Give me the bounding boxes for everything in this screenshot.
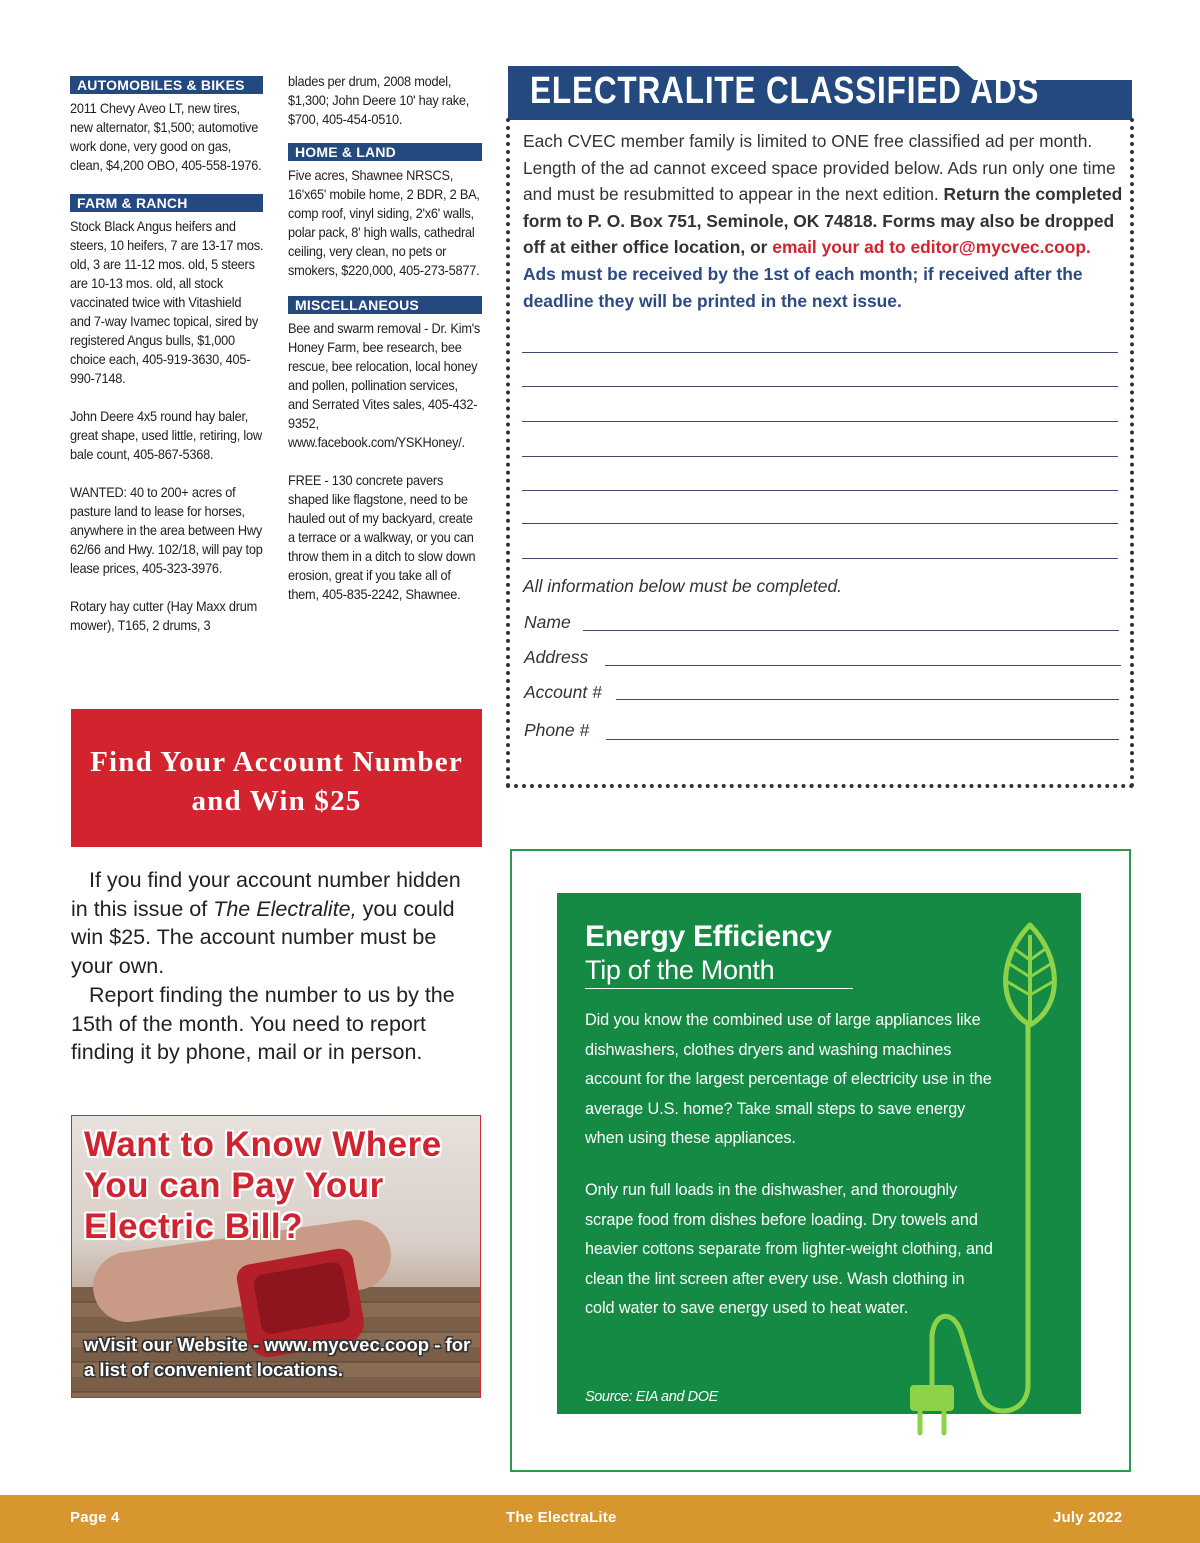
energy-paragraph-2: Only run full loads in the dishwasher, and thoroughly scrape food from dishes before loading. Dry towels and heavier cottons separate from lighter-weight clothing, and clean the lint screen after every use. Wash clothing in cold water to save energy used to heat water. bbox=[585, 1181, 993, 1317]
name-field[interactable] bbox=[583, 630, 1119, 631]
ad-write-line[interactable] bbox=[522, 523, 1118, 524]
energy-subtitle: Tip of the Month bbox=[585, 955, 775, 985]
classified-ad: WANTED: 40 to 200+ acres of pasture land to lease for horses, anywhere in the area between Hwy 62/66 and Hwy. 102/18, will pay top lease prices, 405-323-3976. bbox=[70, 485, 263, 576]
classified-ad: Bee and swarm removal - Dr. Kim's Honey Farm, bee research, bee rescue, bee relocation, local honey and pollen, pollination services, and Serrated Vites sales, 405-432-9352, www.facebook.com/YSKHoney/. bbox=[288, 321, 481, 450]
form-title: ELECTRALITE CLASSIFIED ADS bbox=[530, 70, 1040, 112]
form-note: All information below must be completed. bbox=[523, 576, 843, 596]
account-field[interactable] bbox=[616, 699, 1119, 700]
classifieds-column-2 bbox=[288, 72, 482, 604]
phone-label: Phone # bbox=[524, 720, 590, 740]
address-field[interactable] bbox=[605, 665, 1121, 666]
leaf-plug-icon bbox=[900, 915, 1080, 1445]
section-heading-home-land: HOME & LAND bbox=[288, 143, 482, 161]
ad-write-line[interactable] bbox=[522, 386, 1118, 387]
phone-field[interactable] bbox=[606, 739, 1119, 740]
contest-paragraph-2: Report finding the number to us by the 15th of the month. You need to report finding it by phone, mail or in person. bbox=[71, 982, 455, 1065]
section-heading-automobiles: AUTOMOBILES & BIKES bbox=[70, 76, 263, 94]
energy-paragraph-1: Did you know the combined use of large appliances like dishwashers, clothes dryers and washing machines account for the largest percentage of electricity use in the average U.S. home? Take small steps to save energy when using these appliances. bbox=[585, 1011, 992, 1147]
form-instructions: Each CVEC member family is limited to ONE free classified ad per month. Length of the ad cannot exceed space provided below. Ads run only one time and must be resubmitted to appear in the next edition. Return the completed form to P. O. Box 751, Seminole, OK 74818. Forms may also be dropped off at either office location, or email your ad to editor@mycvec.coop. Ads must be received by the 1st of each month; if received after the deadline they will be printed in the next issue. bbox=[523, 128, 1128, 314]
name-label: Name bbox=[524, 612, 571, 632]
ad-write-line[interactable] bbox=[522, 352, 1118, 353]
ad-write-line[interactable] bbox=[522, 490, 1118, 491]
issue-date: July 2022 bbox=[1053, 1509, 1123, 1526]
contest-text bbox=[71, 866, 483, 1067]
pay-bill-title: Want to Know Where You can Pay Your Electric Bill? bbox=[84, 1125, 442, 1246]
address-label: Address bbox=[524, 647, 589, 667]
page-footer bbox=[0, 1495, 1200, 1543]
ad-write-line[interactable] bbox=[522, 456, 1118, 457]
email-link[interactable]: email your ad to editor@mycvec.coop. bbox=[772, 237, 1091, 258]
classified-ad: Rotary hay cutter (Hay Maxx drum mower), T165, 2 drums, 3 bbox=[70, 599, 258, 633]
section-heading-farm-ranch: FARM & RANCH bbox=[70, 194, 263, 212]
contest-title-line-1: Find Your Account Number bbox=[90, 746, 463, 778]
contest-paragraph-1: If you find your account number hidden in this issue of The Electralite, you could win $25. The account number must be your own. bbox=[71, 868, 461, 979]
form-header bbox=[508, 62, 1132, 120]
classified-ad: Stock Black Angus heifers and steers, 10 heifers, 7 are 13-17 mos. old, 3 are 11-12 mos. old, 5 steers are 10-13 mos. old, all stock vaccinated twice with Vitashield and 7-way Ivamec topical, sired by registered Angus bulls, $1,000 choice each, 405-919-3630, 405-990-7148. bbox=[70, 219, 264, 386]
classified-ad: Five acres, Shawnee NRSCS, 16'x65' mobile home, 2 BDR, 2 BA, comp roof, vinyl siding, 2'x6' walls, polar pack, 8' high walls, cathedral ceiling, very clean, no pets or smokers, $220,000, 405-273-5877. bbox=[288, 168, 480, 278]
contest-title-line-2: and Win $25 bbox=[191, 785, 362, 817]
page-number: Page 4 bbox=[70, 1509, 120, 1526]
classified-ad: FREE - 130 concrete pavers shaped like flagstone, need to be hauled out of my backyard, create a terrace or a walkway, or you can throw them in a ditch to slow down erosion, great if you take all of them, 405-835-2242, Shawnee. bbox=[288, 473, 476, 602]
form-deadline: Ads must be received by the 1st of each month; if received after the deadline they will be printed in the next issue. bbox=[523, 263, 1083, 311]
pay-bill-subtitle: wVisit our Website - www.mycvec.coop - for a list of convenient locations. bbox=[84, 1334, 471, 1380]
contest-banner bbox=[71, 709, 482, 847]
energy-source: Source: EIA and DOE bbox=[585, 1389, 718, 1405]
ad-write-line[interactable] bbox=[522, 421, 1118, 422]
classifieds-column-1 bbox=[70, 72, 263, 635]
section-heading-miscellaneous: MISCELLANEOUS bbox=[288, 296, 482, 314]
classified-ad-continued: blades per drum, 2008 model, $1,300; John Deere 10' hay rake, $700, 405-454-0510. bbox=[288, 74, 470, 127]
pay-bill-ad bbox=[71, 1115, 481, 1398]
energy-title: Energy Efficiency bbox=[585, 920, 832, 953]
account-label: Account # bbox=[524, 682, 602, 702]
publication-name: The ElectraLite bbox=[506, 1509, 617, 1526]
classified-ad: John Deere 4x5 round hay baler, great shape, used little, retiring, low bale count, 405-867-5368. bbox=[70, 409, 262, 462]
classified-ad: 2011 Chevy Aveo LT, new tires, new alternator, $1,500; automotive work done, very good on gas, clean, $4,200 OBO, 405-558-1976. bbox=[70, 101, 262, 173]
energy-divider bbox=[585, 988, 853, 989]
ad-write-line[interactable] bbox=[522, 558, 1118, 559]
plug-icon bbox=[910, 1025, 1028, 1433]
leaf-icon bbox=[1006, 925, 1055, 1025]
contest-title bbox=[90, 743, 463, 821]
